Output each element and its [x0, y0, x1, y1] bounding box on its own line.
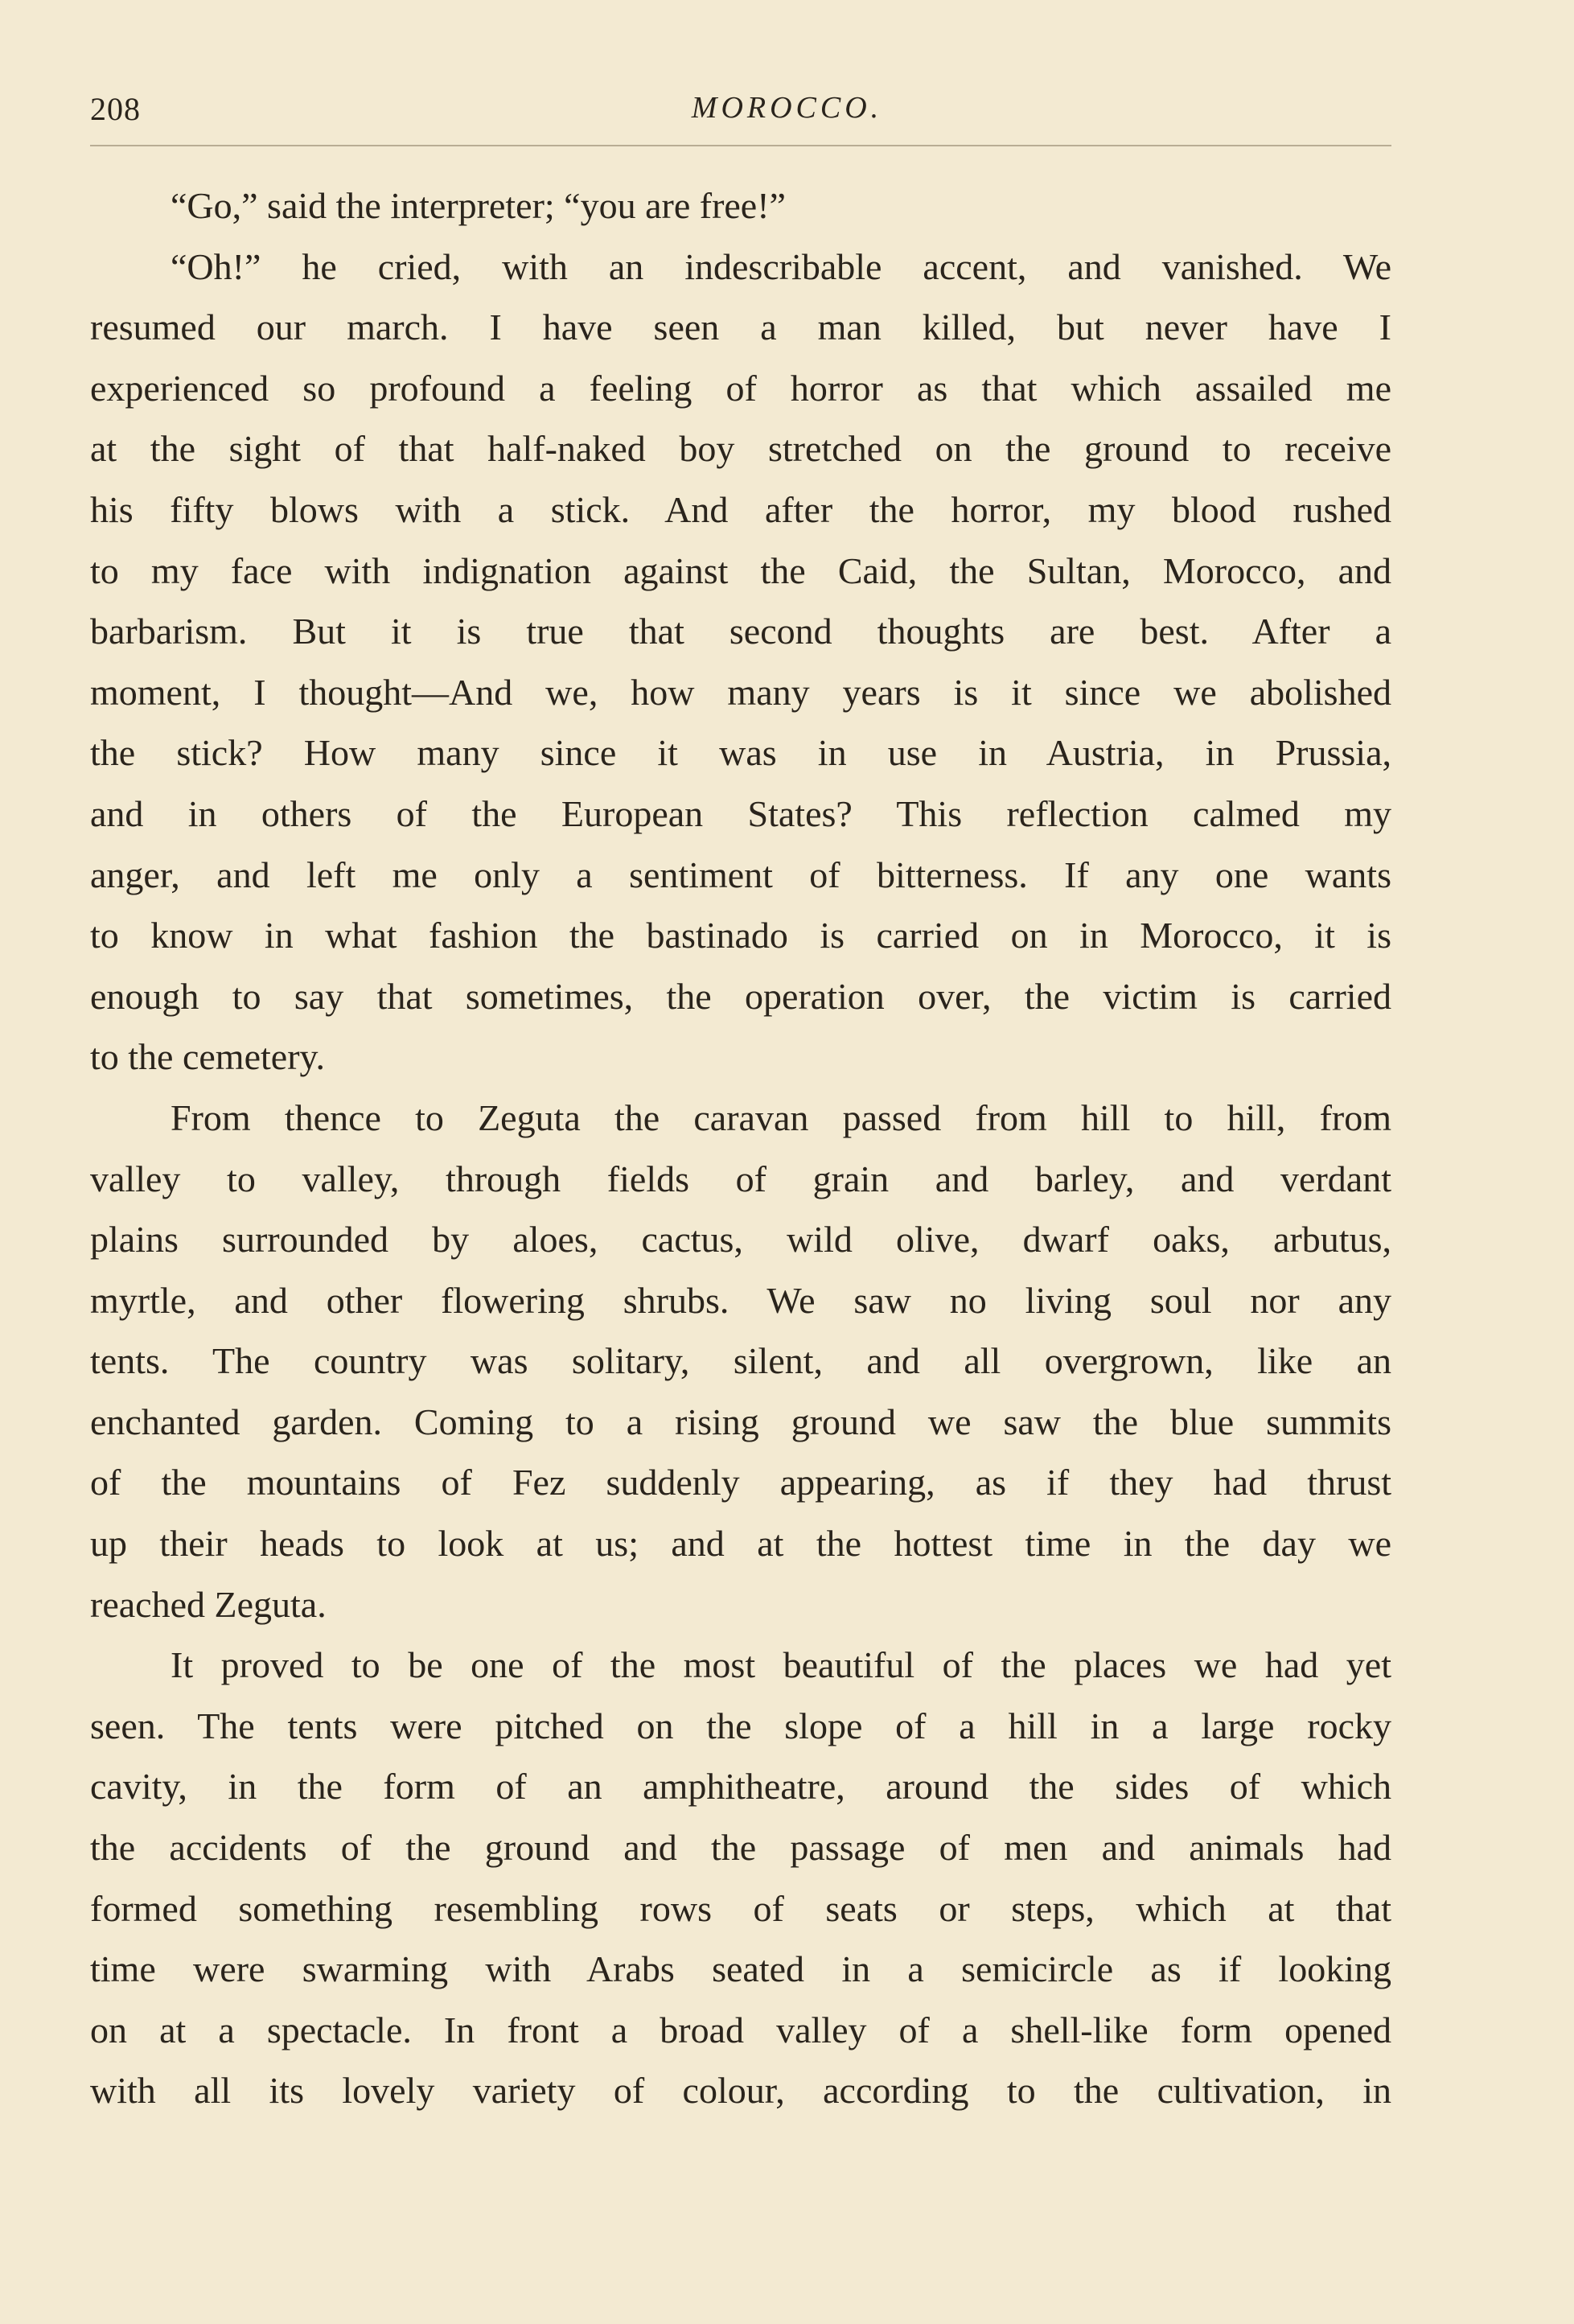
header-rule	[90, 145, 1391, 146]
text-line: reached Zeguta.	[90, 1583, 327, 1625]
text-line: and in others of the European States? This reflection calmed my	[90, 792, 1391, 834]
text-line: tents. The country was solitary, silent, and all overgrown, like an	[90, 1340, 1391, 1382]
text-line: experienced so profound a feeling of horror as that which assailed me	[90, 367, 1391, 409]
text-line: at the sight of that half-naked boy stretched on the ground to receive	[90, 428, 1391, 470]
text-line: his fifty blows with a stick. And after the horror, my blood rushed	[90, 488, 1391, 530]
page-number: 208	[90, 91, 141, 127]
text-line: resumed our march. I have seen a man killed, but never have I	[90, 306, 1391, 348]
text-line: From thence to Zeguta the caravan passed from hill to hill, from	[171, 1096, 1391, 1138]
text-line: moment, I thought—And we, how many years is it since we abolished	[90, 671, 1391, 713]
text-line: the stick? How many since it was in use in Austria, in Prussia,	[90, 732, 1391, 774]
text-line: on at a spectacle. In front a broad valley of a shell-like form opened	[90, 2009, 1391, 2050]
running-head: MOROCCO.	[691, 91, 883, 125]
text-line: time were swarming with Arabs seated in a semicircle as if looking	[90, 1948, 1391, 1990]
text-line: to the cemetery.	[90, 1036, 326, 1078]
text-line: “Go,” said the interpreter; “you are free!”	[171, 185, 786, 226]
text-line: to my face with indignation against the Caid, the Sultan, Morocco, and	[90, 549, 1391, 591]
text-line: plains surrounded by aloes, cactus, wild olive, dwarf oaks, arbutus,	[90, 1219, 1391, 1261]
text-line: up their heads to look at us; and at the hottest time in the day we	[90, 1523, 1391, 1565]
text-line: the accidents of the ground and the passage of men and animals had	[90, 1827, 1391, 1869]
text-line: enchanted garden. Coming to a rising ground we saw the blue summits	[90, 1401, 1391, 1442]
text-line: to know in what fashion the bastinado is carried on in Morocco, it is	[90, 915, 1391, 956]
text-line: barbarism. But it is true that second thoughts are best. After a	[90, 611, 1391, 652]
text-line: of the mountains of Fez suddenly appearing, as if they had thrust	[90, 1462, 1391, 1503]
text-line: seen. The tents were pitched on the slope of a hill in a large rocky	[90, 1705, 1391, 1746]
text-line: valley to valley, through fields of grain and barley, and verdant	[90, 1158, 1391, 1199]
text-line: cavity, in the form of an amphitheatre, around the sides of which	[90, 1766, 1391, 1808]
text-line: formed something resembling rows of seats or steps, which at that	[90, 1887, 1391, 1929]
body-text	[90, 175, 1391, 2121]
text-line: anger, and left me only a sentiment of bitterness. If any one wants	[90, 854, 1391, 895]
text-line: myrtle, and other flowering shrubs. We saw no living soul nor any	[90, 1279, 1391, 1321]
text-line: It proved to be one of the most beautiful of the places we had yet	[171, 1644, 1391, 1686]
text-line: “Oh!” he cried, with an indescribable accent, and vanished. We	[171, 245, 1391, 287]
text-line: enough to say that sometimes, the operation over, the victim is carried	[90, 975, 1391, 1017]
text-line: with all its lovely variety of colour, according to the cultivation, in	[90, 2070, 1391, 2112]
